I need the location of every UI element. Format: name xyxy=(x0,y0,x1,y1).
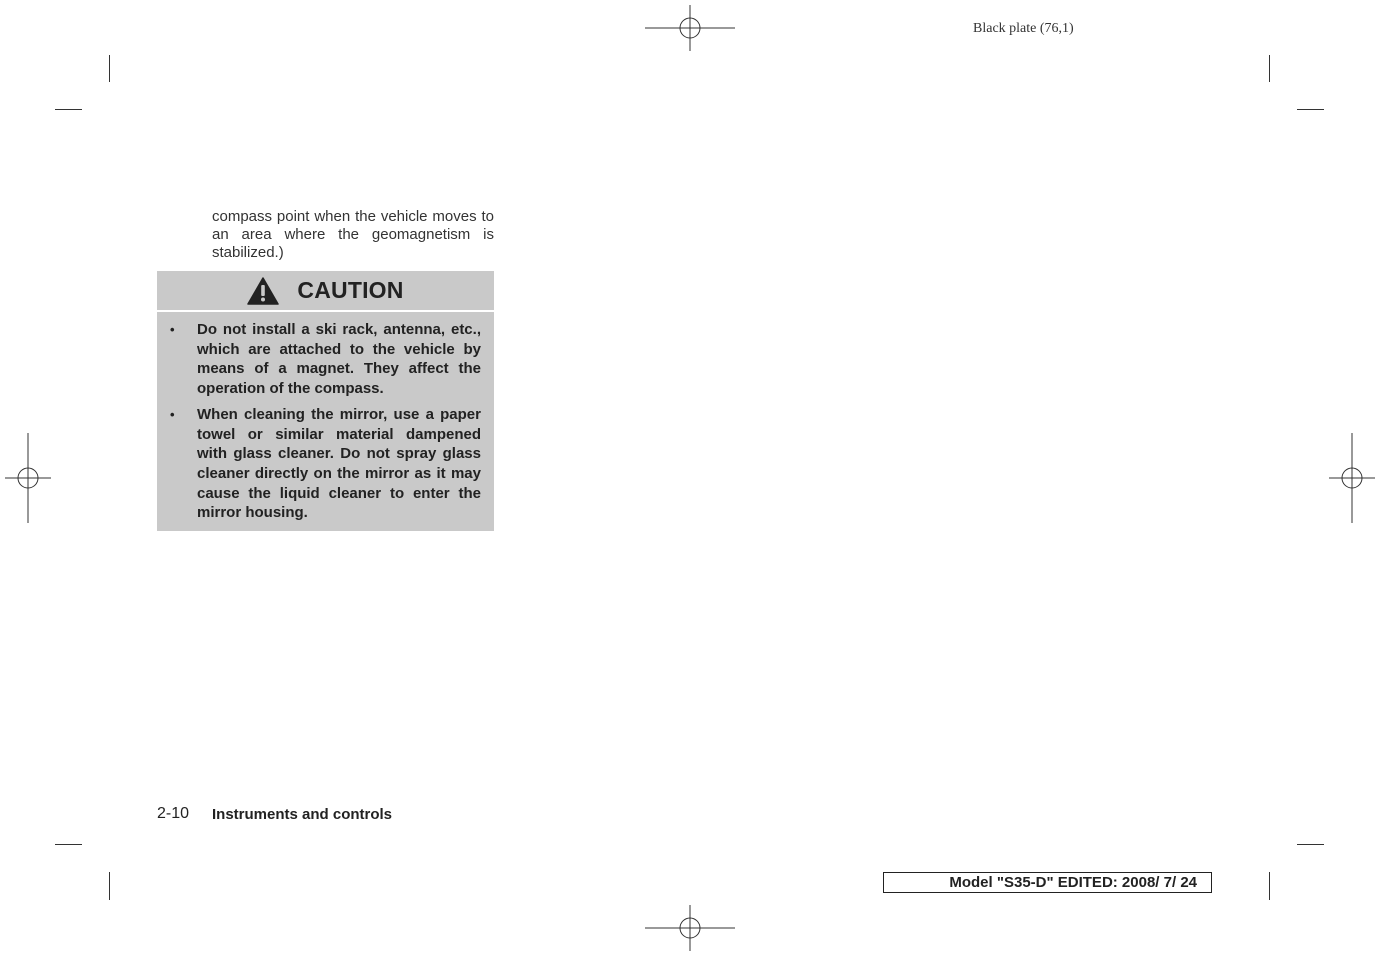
caution-box xyxy=(157,271,494,531)
crop-mark xyxy=(55,109,82,110)
continued-paragraph: compass point when the vehicle moves to an area where the geomagnetism is stabilized.) xyxy=(212,208,494,261)
caution-item-text: Do not install a ski rack, antenna, etc., which are attached to the vehicle by means of a magnet. They affect the operation of the compass. xyxy=(197,321,481,398)
registration-mark-top xyxy=(645,5,735,51)
crop-mark xyxy=(55,844,82,845)
bullet-icon: • xyxy=(170,406,175,422)
caution-list xyxy=(157,320,494,529)
crop-mark xyxy=(1297,109,1324,110)
caution-item-text: When cleaning the mirror, use a paper towel or similar material dampened with glass cleaner. Do not spray glass cleaner directly on the mirror as it may cause the liquid cleaner to enter the mirror housing. xyxy=(197,405,481,522)
section-title: Instruments and controls xyxy=(212,806,393,823)
crop-mark xyxy=(1269,872,1270,900)
list-item xyxy=(157,405,494,523)
crop-mark xyxy=(1269,55,1270,82)
plate-label: Black plate (76,1) xyxy=(973,21,1074,36)
crop-mark xyxy=(109,872,110,900)
list-item xyxy=(157,320,494,399)
crop-mark xyxy=(1297,844,1324,845)
registration-mark-bottom xyxy=(645,905,735,951)
model-edit-label: Model "S35-D" EDITED: 2008/ 7/ 24 xyxy=(883,872,1212,893)
page-number: 2-10 xyxy=(157,805,190,822)
caution-header xyxy=(157,271,494,312)
warning-triangle-icon xyxy=(247,277,279,305)
caution-title: CAUTION xyxy=(297,277,404,303)
registration-mark-right xyxy=(1329,433,1375,523)
registration-mark-left xyxy=(5,433,51,523)
crop-mark xyxy=(109,55,110,82)
bullet-icon: • xyxy=(170,322,175,337)
